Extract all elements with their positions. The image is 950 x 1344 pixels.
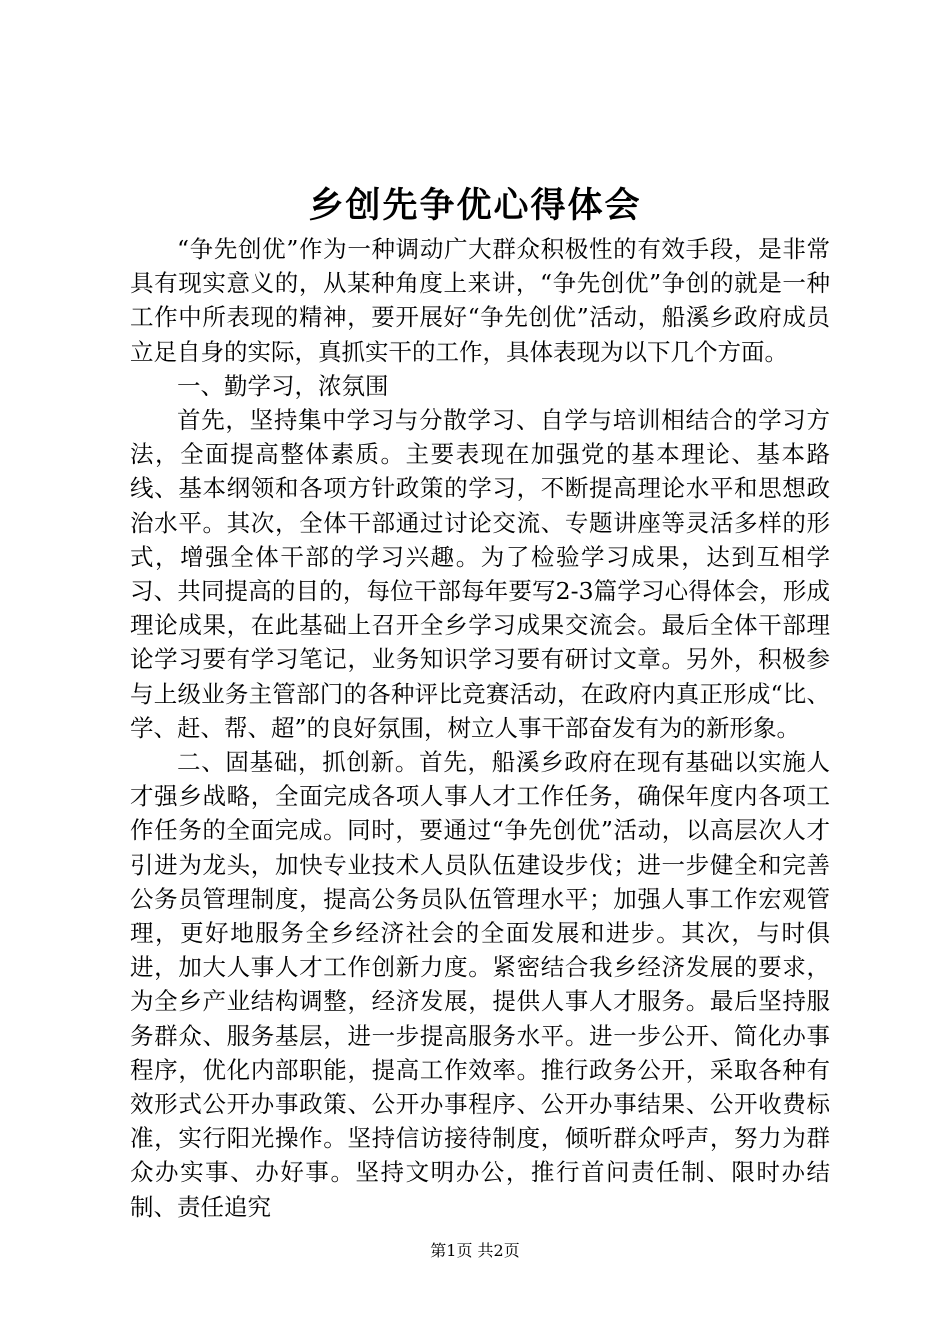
paragraph-section-2: 二、固基础，抓创新。首先，船溪乡政府在现有基础以实施人才强乡战略，全面完成各项人事人才工作任务，确保年度内各项工作任务的全面完成。同时，要通过“争先创优”活动，以高层次人才引进为龙头，加快专业技术人员队伍建设步伐；进一步健全和完善公务员管理制度，提高公务员队伍管理水平；加强人事工作宏观管理，更好地服务全乡经济社会的全面发展和进步。其次，与时俱进，加大人事人才工作创新力度。紧密结合我乡经济发展的要求，为全乡产业结构调整，经济发展，提供人事人才服务。最后坚持服务群众、服务基层，进一步提高服务水平。进一步公开、简化办事程序，优化内部职能，提高工作效率。推行政务公开，采取各种有效形式公开办事政策、公开办事程序、公开办事结果、公开收费标准，实行阳光操作。坚持信访接待制度，倾听群众呼声，努力为群众办实事、办好事。坚持文明办公，推行首问责任制、限时办结制、责任追究 [130, 748, 830, 1221]
paragraph-section-1: 首先，坚持集中学习与分散学习、自学与培训相结合的学习方法，全面提高整体素质。主要表现在加强党的基本理论、基本路线、基本纲领和各项方针政策的学习，不断提高理论水平和思想政治水平。其次，全体干部通过讨论交流、专题讲座等灵活多样的形式，增强全体干部的学习兴趣。为了检验学习成果，达到互相学习、共同提高的目的，每位干部每年要写2-3篇学习心得体会，形成理论成果，在此基础上召开全乡学习成果交流会。最后全体干部理论学习要有学习笔记，业务知识学习要有研讨文章。另外，积极参与上级业务主管部门的各种评比竞赛活动，在政府内真正形成“比、学、赶、帮、超”的良好氛围，树立人事干部奋发有为的新形象。 [130, 406, 830, 742]
page-number-footer: 第1页 共2页 [430, 1241, 520, 1260]
section-heading-1: 一、勤学习，浓氛围 [177, 371, 389, 400]
document-title: 乡创先争优心得体会 [308, 185, 642, 226]
document-body [130, 232, 830, 1224]
paragraph-intro: “争先创优”作为一种调动广大群众积极性的有效手段，是非常具有现实意义的，从某种角度上来讲，“争先创优”争创的就是一种工作中所表现的精神，要开展好“争先创优”活动，船溪乡政府成员立足自身的实际，真抓实干的工作，具体表现为以下几个方面。 [130, 235, 830, 366]
